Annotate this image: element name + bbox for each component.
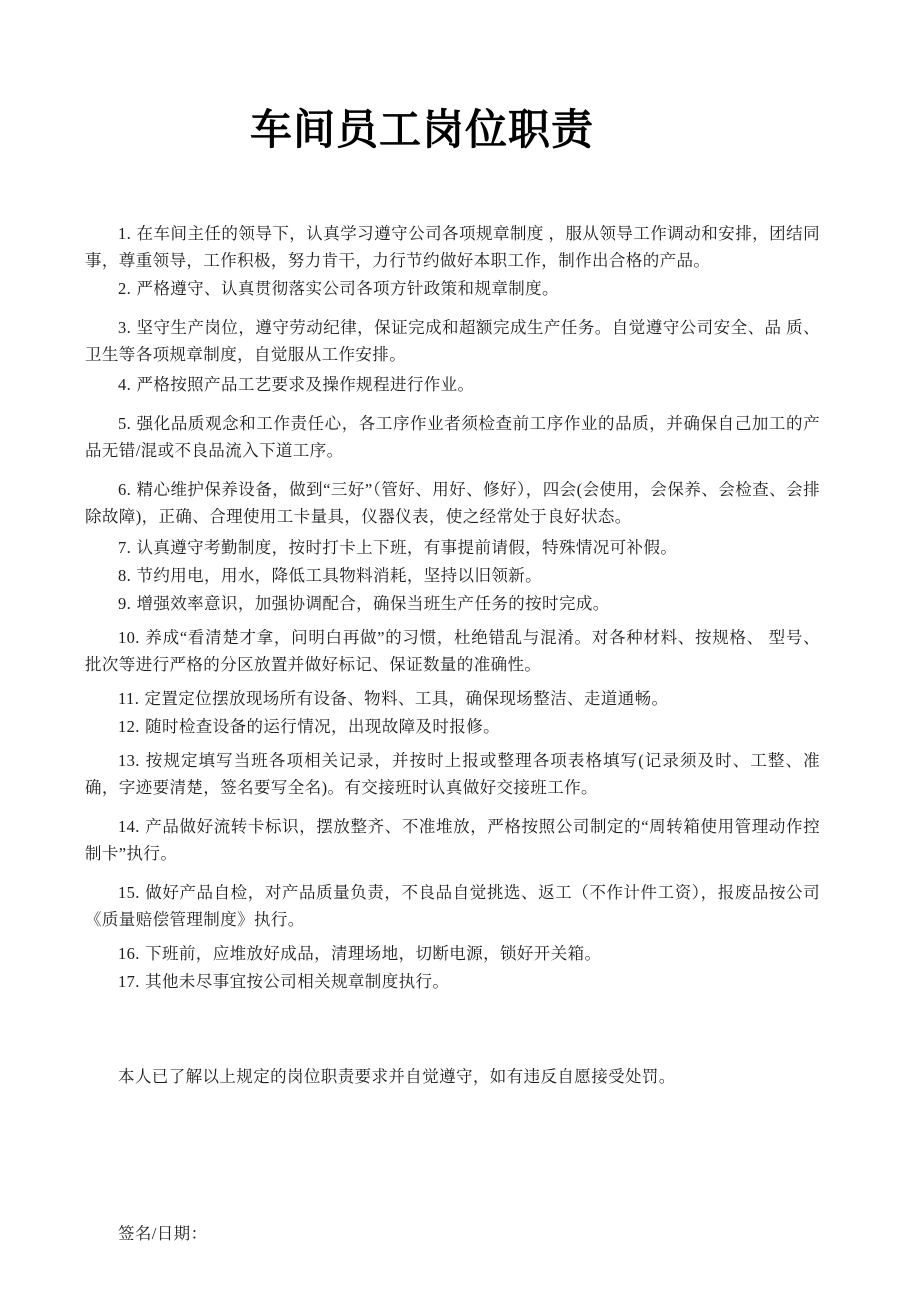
responsibility-item: [85, 968, 820, 995]
responsibility-item: [85, 813, 820, 867]
responsibility-item: [85, 713, 820, 740]
item-text: 严格按照产品工艺要求及操作规程进行作业。: [136, 375, 475, 394]
responsibility-item: [85, 590, 820, 617]
item-number: 9.: [118, 594, 132, 613]
item-text: 产品做好流转卡标识，摆放整齐、不准堆放，严格按照公司制定的“周转箱使用管理动作控制卡”执行。: [85, 817, 820, 863]
item-text: 精心维护保养设备，做到“三好”（管好、用好、修好），四会(会使用，会保养、会检查、会排除故障)，正确、合理使用工卡量具，仪器仪表，使之经常处于良好状态。: [85, 480, 820, 526]
item-number: 15.: [118, 883, 140, 902]
responsibility-item: [85, 747, 820, 801]
closing-statement: 本人已了解以上规定的岗位职责要求并自觉遵守，如有违反自愿接受处罚。: [118, 1067, 676, 1086]
responsibility-item: [85, 879, 820, 933]
item-number: 14.: [118, 817, 140, 836]
item-text: 按规定填写当班各项相关记录，并按时上报或整理各项表格填写(记录须及时、工整、准确，字迹要清楚，签名要写全名)。有交接班时认真做好交接班工作。: [85, 751, 820, 797]
item-text: 做好产品自检，对产品质量负责，不良品自觉挑选、返工（不作计件工资），报废品按公司《质量赔偿管理制度》执行。: [85, 883, 820, 929]
page-title: 车间员工岗位职责: [249, 106, 594, 153]
item-number: 13.: [118, 751, 140, 770]
item-number: 7.: [118, 538, 132, 557]
item-number: 2.: [118, 279, 132, 298]
responsibility-item: [85, 534, 820, 561]
responsibility-item: [85, 685, 820, 712]
item-text: 在车间主任的领导下，认真学习遵守公司各项规章制度 ，服从领导工作调动和安排，团结同事，尊重领导，工作积极，努力肯干，力行节约做好本职工作，制作出合格的产品。: [85, 224, 820, 270]
item-text: 下班前，应堆放好成品，清理场地，切断电源，锁好开关箱。: [145, 944, 602, 963]
item-text: 认真遵守考勤制度，按时打卡上下班，有事提前请假，特殊情况可补假。: [136, 538, 678, 557]
item-text: 严格遵守、认真贯彻落实公司各项方针政策和规章制度。: [136, 279, 559, 298]
item-text: 节约用电，用水，降低工具物料消耗，坚持以旧领新。: [136, 566, 543, 585]
item-text: 坚守生产岗位，遵守劳动纪律，保证完成和超额完成生产任务。自觉遵守公司安全、品 质、卫生等各项规章制度，自觉服从工作安排。: [85, 318, 820, 364]
item-number: 6.: [118, 480, 132, 499]
responsibility-item: [85, 940, 820, 967]
item-text: 增强效率意识，加强协调配合，确保当班生产任务的按时完成。: [136, 594, 610, 613]
item-text: 养成“看清楚才拿，问明白再做”的习惯，杜绝错乱与混淆。对各种材料、按规格、 型号、批次等进行严格的分区放置并做好标记、保证数量的准确性。: [85, 628, 820, 674]
item-number: 12.: [118, 717, 140, 736]
item-number: 17.: [118, 972, 140, 991]
responsibility-item: [85, 562, 820, 589]
responsibility-item: [85, 275, 820, 302]
responsibility-item: [85, 314, 820, 368]
item-number: 8.: [118, 566, 132, 585]
item-number: 1.: [118, 224, 132, 243]
item-number: 4.: [118, 375, 132, 394]
item-number: 11.: [118, 689, 140, 708]
responsibility-item: [85, 371, 820, 398]
item-text: 强化品质观念和工作责任心，各工序作业者须检查前工序作业的品质，并确保自己加工的产品无错/混或不良品流入下道工序。: [85, 414, 820, 460]
item-text: 定置定位摆放现场所有设备、物料、工具，确保现场整洁、走道通畅。: [144, 689, 669, 708]
responsibility-item: [85, 476, 820, 530]
item-number: 16.: [118, 944, 140, 963]
item-number: 10.: [118, 628, 140, 647]
item-text: 其他未尽事宜按公司相关规章制度执行。: [145, 972, 450, 991]
signature-date-line: [0, 1220, 920, 1247]
item-text: 随时检查设备的运行情况，出现故障及时报修。: [145, 717, 500, 736]
responsibility-item: [85, 410, 820, 464]
responsibility-item: [85, 220, 820, 274]
signature-date-label: 签名/日期：: [118, 1224, 208, 1243]
responsibility-list: [0, 220, 920, 995]
responsibility-item: [85, 624, 820, 678]
item-number: 5.: [118, 414, 132, 433]
item-number: 3.: [118, 318, 132, 337]
